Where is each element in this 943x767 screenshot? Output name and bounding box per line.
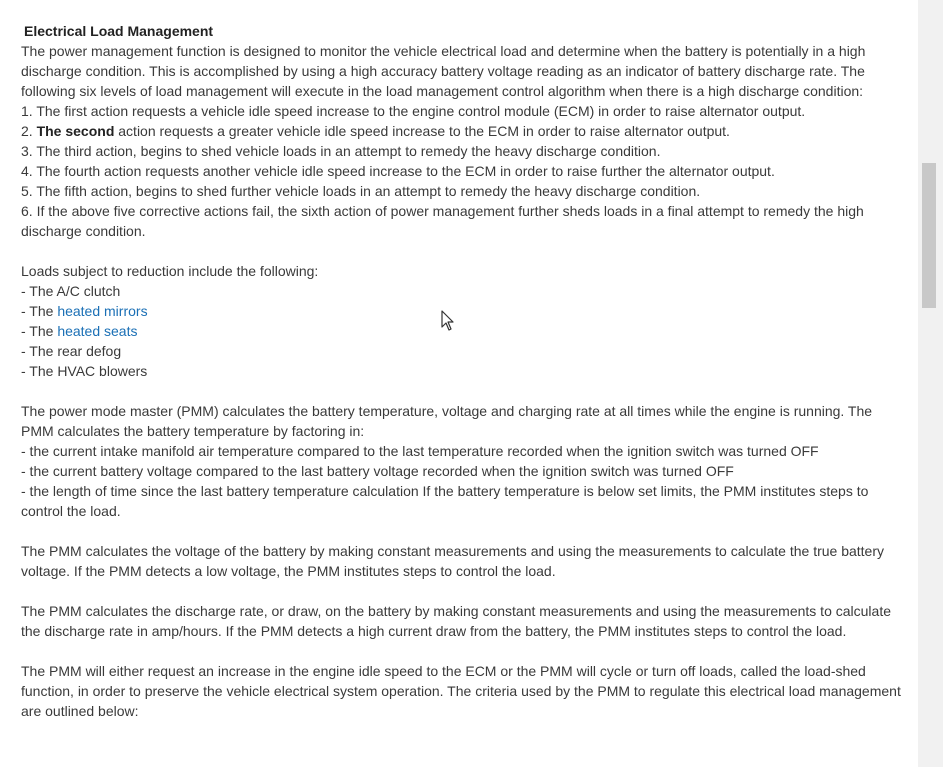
action-1: 1. The first action requests a vehicle idle speed increase to the engine control module (ECM) in order to raise alternator output.: [21, 103, 806, 119]
voltage-paragraph: The PMM calculates the voltage of the battery by making constant measurements and using the measurements to calculate the true battery voltage. If the PMM detects a low voltage, the PMM institutes steps to control the load.: [21, 543, 885, 579]
load-prefix: - The: [21, 303, 58, 319]
action-2-prefix: 2.: [21, 123, 37, 139]
action-2-rest: action requests a greater vehicle idle speed increase to the ECM in order to raise alternator output.: [114, 123, 730, 139]
scrollbar-thumb[interactable]: [922, 163, 936, 308]
loads-intro: Loads subject to reduction include the following:: [21, 263, 319, 279]
factor-intake-air: - the current intake manifold air temperature compared to the last temperature recorded when the ignition switch was turned OFF: [21, 443, 819, 459]
load-rear-defog: - The rear defog: [21, 343, 122, 359]
load-ac-clutch: - The A/C clutch: [21, 283, 121, 299]
action-2: [21, 121, 905, 141]
heated-mirrors-link[interactable]: heated mirrors: [57, 303, 148, 319]
action-6: 6. If the above five corrective actions fail, the sixth action of power management further sheds loads in a final attempt to remedy the high discharge condition.: [21, 203, 864, 239]
idle-paragraph: The PMM will either request an increase in the engine idle speed to the ECM or the PMM will cycle or turn off loads, called the load-shed function, in order to preserve the vehicle electrical system operation. The criteria used by the PMM to regulate this electrical load management are outlined below:: [21, 663, 901, 719]
action-5: 5. The fifth action, begins to shed further vehicle loads in an attempt to remedy the heavy discharge condition.: [21, 183, 701, 199]
discharge-paragraph: The PMM calculates the discharge rate, or draw, on the battery by making constant measurements and using the measurements to calculate the discharge rate in amp/hours. If the PMM detects a high current draw from the battery, the PMM institutes steps to control the load.: [21, 603, 892, 639]
load-heated-mirrors: [21, 301, 905, 321]
load-prefix: - The: [21, 323, 58, 339]
load-heated-seats: [21, 321, 905, 341]
action-4: 4. The fourth action requests another vehicle idle speed increase to the ECM in order to raise further the alternator output.: [21, 163, 775, 179]
pmm-intro: The power mode master (PMM) calculates the battery temperature, voltage and charging rate at all times while the engine is running. The PMM calculates the battery temperature by factoring in:: [21, 403, 873, 439]
action-3: 3. The third action, begins to shed vehicle loads in an attempt to remedy the heavy discharge condition.: [21, 143, 661, 159]
article-body: [21, 21, 905, 721]
vertical-scrollbar[interactable]: [918, 0, 943, 767]
load-hvac-blowers: - The HVAC blowers: [21, 363, 148, 379]
factor-time-since: - the length of time since the last battery temperature calculation If the battery temperature is below set limits, the PMM institutes steps to control the load.: [21, 483, 869, 519]
article-title: Electrical Load Management: [24, 23, 214, 39]
factor-battery-voltage: - the current battery voltage compared to the last battery voltage recorded when the ignition switch was turned OFF: [21, 463, 734, 479]
action-2-bold: The second: [36, 123, 115, 139]
mouse-pointer-icon: [441, 310, 455, 332]
heated-seats-link[interactable]: heated seats: [57, 323, 138, 339]
intro-paragraph: The power management function is designed to monitor the vehicle electrical load and determine when the battery is potentially in a high discharge condition. This is accomplished by using a high accuracy battery voltage reading as an indicator of battery discharge rate. The following six levels of load management will execute in the load management control algorithm when there is a high discharge condition:: [21, 43, 866, 99]
